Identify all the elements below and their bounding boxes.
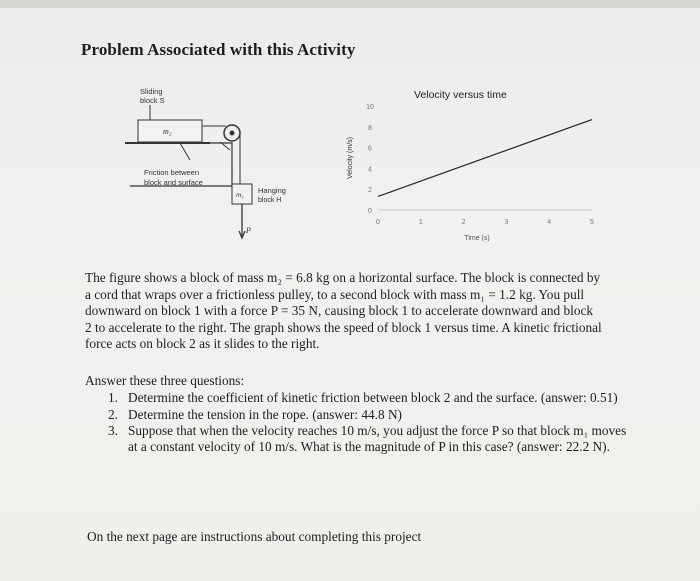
question-text: Determine the coefficient of kinetic friction between block 2 and the surface. (answer: 0.51) bbox=[128, 390, 618, 405]
problem-statement bbox=[85, 270, 641, 353]
velocity-chart bbox=[347, 89, 594, 242]
y-tick-label: 2 bbox=[368, 187, 372, 195]
label-sliding: Sliding bbox=[140, 87, 163, 96]
label-friction-1: Friction between bbox=[144, 168, 200, 177]
x-tick-label: 4 bbox=[547, 219, 552, 226]
label-hanging-2: block H bbox=[258, 197, 282, 204]
label-p: P bbox=[246, 226, 251, 235]
problem-line: force acts on block 2 as it slides to the right. bbox=[85, 336, 320, 352]
question-list bbox=[108, 390, 636, 455]
question-text: Determine the tension in the rope. (answer: 44.8 N) bbox=[128, 406, 402, 422]
chart-ticks bbox=[366, 104, 594, 226]
x-tick-label: 0 bbox=[376, 219, 380, 226]
label-block-s: block S bbox=[140, 96, 165, 105]
y-tick-label: 8 bbox=[368, 124, 372, 132]
x-tick-label: 3 bbox=[504, 219, 509, 226]
problem-line: 2 to accelerate to the right. The graph shows the speed of block 1 versus time. A kinetic frictional bbox=[85, 319, 602, 335]
label-friction-2: block and surface bbox=[144, 178, 203, 187]
question-item bbox=[108, 390, 636, 406]
page-title: Problem Associated with this Activity bbox=[81, 40, 356, 59]
questions-heading: Answer these three questions: bbox=[85, 373, 245, 388]
x-tick-label: 1 bbox=[418, 219, 423, 226]
pulley-axle bbox=[230, 131, 234, 135]
x-tick-label: 5 bbox=[590, 219, 594, 226]
figure bbox=[0, 0, 700, 270]
question-item bbox=[108, 407, 636, 423]
x-tick-label: 2 bbox=[461, 219, 466, 226]
footer-note: On the next page are instructions about completing this project bbox=[87, 529, 422, 544]
y-tick-label: 4 bbox=[368, 166, 372, 174]
question-text: Suppose that when the velocity reaches 10 m/s, you adjust the force P so that block m₁ moves at a constant velocity of 10 m/s. What is the magnitude of P in this case? (answer: 22.2 N). bbox=[128, 423, 627, 454]
chart-xlabel: Time (s) bbox=[464, 235, 490, 242]
chart-ylabel: Velocity (m/s) bbox=[347, 136, 354, 180]
y-tick-label: 10 bbox=[366, 104, 374, 111]
question-number: 1. bbox=[108, 390, 118, 405]
problem-line: downward on block 1 with a force P = 35 N, causing block 1 to accelerate downward and block bbox=[85, 303, 594, 319]
problem-line: a cord that wraps over a frictionless pulley, to a second block with mass m₁ = 1.2 kg. You pull bbox=[85, 286, 585, 302]
y-tick-label: 0 bbox=[368, 208, 372, 215]
question-item bbox=[108, 423, 636, 454]
label-m2: m₂ bbox=[163, 127, 172, 136]
series-line-velocity bbox=[378, 120, 592, 197]
label-m1: m₁ bbox=[236, 190, 245, 199]
y-tick-label: 6 bbox=[368, 145, 372, 153]
friction-pointer bbox=[180, 143, 190, 160]
question-number: 3. bbox=[108, 423, 118, 439]
problem-line: The figure shows a block of mass m₂ = 6.8 kg on a horizontal surface. The block is connected by bbox=[85, 270, 601, 285]
chart-title: Velocity versus time bbox=[414, 89, 507, 101]
label-hanging-1: Hanging bbox=[258, 186, 286, 195]
block-diagram bbox=[125, 87, 286, 238]
question-number: 2. bbox=[108, 406, 118, 422]
chart-series bbox=[378, 120, 592, 197]
